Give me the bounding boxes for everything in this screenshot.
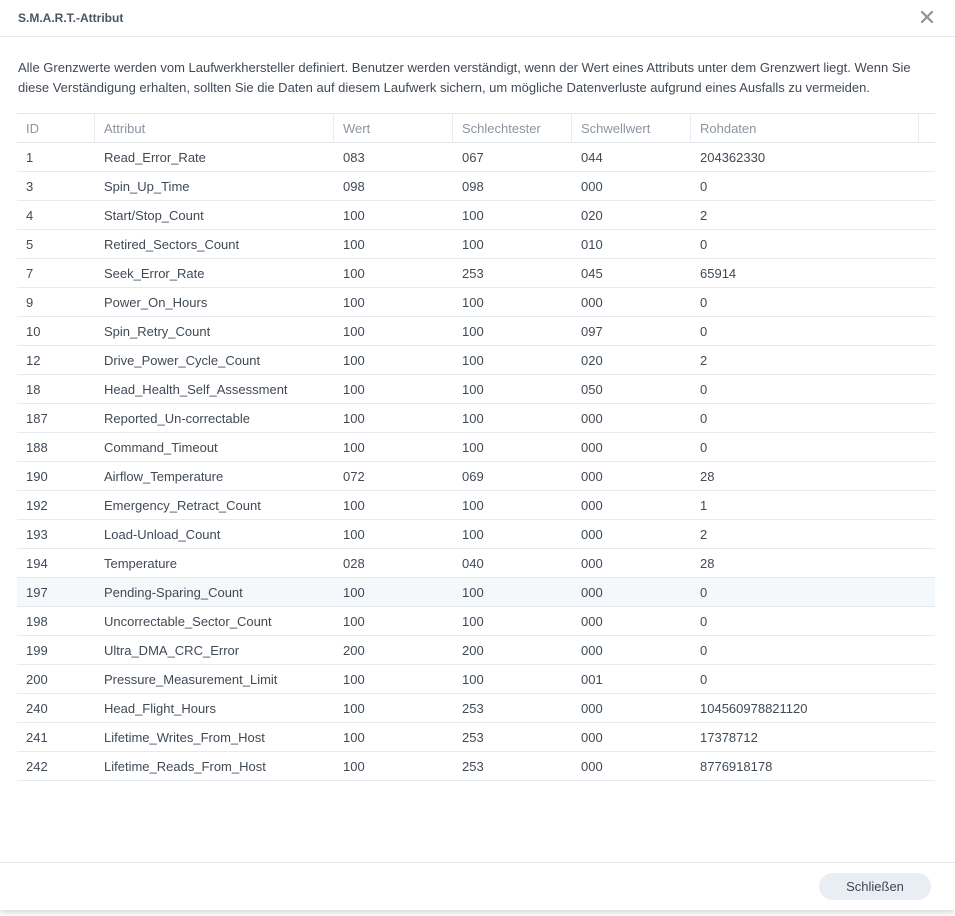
table-row[interactable] — [17, 665, 935, 694]
cell-raw-data: 0 — [700, 642, 708, 658]
table-row[interactable] — [17, 578, 935, 607]
table-row[interactable] — [17, 752, 935, 781]
cell-raw-data: 0 — [700, 236, 708, 252]
cell-raw-data: 17378712 — [700, 729, 758, 745]
column-header-threshold[interactable]: Schwellwert — [572, 114, 691, 142]
cell-value: 100 — [343, 526, 365, 542]
cell-worst: 100 — [462, 236, 484, 252]
cell-threshold: 000 — [581, 178, 603, 194]
cell-worst: 200 — [462, 642, 484, 658]
cell-attribute: Emergency_Retract_Count — [104, 497, 261, 513]
cell-worst: 100 — [462, 584, 484, 600]
cell-threshold: 000 — [581, 294, 603, 310]
cell-raw-data: 1 — [700, 497, 708, 513]
cell-attribute: Start/Stop_Count — [104, 207, 204, 223]
close-button[interactable]: Schließen — [819, 873, 931, 900]
table-row[interactable] — [17, 636, 935, 665]
cell-threshold: 000 — [581, 613, 603, 629]
cell-id: 4 — [26, 207, 34, 223]
dialog-titlebar — [0, 0, 955, 37]
cell-id: 240 — [26, 700, 48, 716]
cell-attribute: Command_Timeout — [104, 439, 218, 455]
cell-threshold: 000 — [581, 555, 603, 571]
table-row[interactable] — [17, 491, 935, 520]
column-header-spacer — [919, 114, 935, 142]
cell-value: 100 — [343, 497, 365, 513]
cell-worst: 100 — [462, 410, 484, 426]
table-row[interactable] — [17, 723, 935, 752]
cell-id: 9 — [26, 294, 34, 310]
cell-threshold: 000 — [581, 700, 603, 716]
cell-id: 241 — [26, 729, 48, 745]
cell-id: 3 — [26, 178, 34, 194]
cell-attribute: Uncorrectable_Sector_Count — [104, 613, 272, 629]
cell-attribute: Spin_Retry_Count — [104, 323, 211, 339]
cell-threshold: 010 — [581, 236, 603, 252]
cell-raw-data: 0 — [700, 381, 708, 397]
cell-value: 098 — [343, 178, 365, 194]
cell-id: 1 — [26, 149, 34, 165]
cell-id: 194 — [26, 555, 48, 571]
column-header-worst[interactable]: Schlechtester — [453, 114, 572, 142]
cell-attribute: Pending-Sparing_Count — [104, 584, 243, 600]
table-row[interactable] — [17, 694, 935, 723]
cell-id: 12 — [26, 352, 41, 368]
cell-worst: 100 — [462, 497, 484, 513]
cell-id: 192 — [26, 497, 48, 513]
cell-value: 072 — [343, 468, 365, 484]
cell-value: 100 — [343, 758, 365, 774]
cell-attribute: Airflow_Temperature — [104, 468, 224, 484]
cell-raw-data: 0 — [700, 671, 708, 687]
cell-id: 197 — [26, 584, 48, 600]
table-row[interactable] — [17, 520, 935, 549]
cell-id: 5 — [26, 236, 34, 252]
cell-id: 10 — [26, 323, 41, 339]
cell-value: 100 — [343, 729, 365, 745]
cell-id: 199 — [26, 642, 48, 658]
cell-threshold: 000 — [581, 642, 603, 658]
cell-value: 100 — [343, 700, 365, 716]
cell-attribute: Retired_Sectors_Count — [104, 236, 240, 252]
cell-value: 100 — [343, 613, 365, 629]
column-header-id[interactable]: ID — [17, 114, 95, 142]
cell-id: 188 — [26, 439, 48, 455]
table-row[interactable] — [17, 346, 935, 375]
cell-raw-data: 28 — [700, 468, 715, 484]
cell-attribute: Seek_Error_Rate — [104, 265, 205, 281]
table-row[interactable] — [17, 462, 935, 491]
cell-threshold: 050 — [581, 381, 603, 397]
cell-worst: 069 — [462, 468, 484, 484]
cell-value: 100 — [343, 671, 365, 687]
cell-threshold: 000 — [581, 758, 603, 774]
cell-worst: 100 — [462, 613, 484, 629]
table-row[interactable] — [17, 172, 935, 201]
cell-raw-data: 28 — [700, 555, 715, 571]
cell-id: 242 — [26, 758, 48, 774]
cell-worst: 253 — [462, 700, 484, 716]
cell-attribute: Head_Health_Self_Assessment — [104, 381, 288, 397]
cell-raw-data: 8776918178 — [700, 758, 773, 774]
cell-raw-data: 0 — [700, 613, 708, 629]
cell-threshold: 000 — [581, 497, 603, 513]
cell-worst: 100 — [462, 352, 484, 368]
cell-worst: 253 — [462, 729, 484, 745]
cell-value: 200 — [343, 642, 365, 658]
table-row[interactable] — [17, 259, 935, 288]
table-body — [17, 143, 935, 781]
cell-raw-data: 0 — [700, 439, 708, 455]
cell-value: 100 — [343, 381, 365, 397]
column-header-raw-data[interactable]: Rohdaten — [691, 114, 919, 142]
cell-threshold: 045 — [581, 265, 603, 281]
cell-threshold: 020 — [581, 352, 603, 368]
cell-worst: 098 — [462, 178, 484, 194]
table-row[interactable] — [17, 375, 935, 404]
cell-attribute: Power_On_Hours — [104, 294, 208, 310]
cell-raw-data: 65914 — [700, 265, 737, 281]
cell-id: 200 — [26, 671, 48, 687]
cell-worst: 100 — [462, 381, 484, 397]
table-row[interactable] — [17, 549, 935, 578]
cell-threshold: 097 — [581, 323, 603, 339]
cell-value: 100 — [343, 236, 365, 252]
cell-value: 100 — [343, 323, 365, 339]
cell-value: 100 — [343, 294, 365, 310]
table-row[interactable] — [17, 230, 935, 259]
cell-value: 100 — [343, 352, 365, 368]
cell-raw-data: 2 — [700, 207, 708, 223]
cell-id: 198 — [26, 613, 48, 629]
table-row[interactable] — [17, 288, 935, 317]
dialog-title: S.M.A.R.T.-Attribut — [18, 11, 124, 25]
close-icon[interactable] — [919, 9, 935, 25]
cell-threshold: 000 — [581, 410, 603, 426]
cell-attribute: Reported_Un-correctable — [104, 410, 250, 426]
cell-worst: 100 — [462, 671, 484, 687]
cell-raw-data: 104560978821120 — [700, 700, 808, 716]
cell-worst: 253 — [462, 758, 484, 774]
cell-raw-data: 2 — [700, 352, 708, 368]
smart-attribute-table — [17, 113, 935, 781]
cell-id: 190 — [26, 468, 48, 484]
cell-threshold: 000 — [581, 526, 603, 542]
cell-raw-data: 204362330 — [700, 149, 766, 165]
cell-id: 18 — [26, 381, 41, 397]
cell-raw-data: 0 — [700, 178, 708, 194]
cell-raw-data: 0 — [700, 294, 708, 310]
table-row[interactable] — [17, 317, 935, 346]
cell-value: 100 — [343, 207, 365, 223]
column-header-value[interactable]: Wert — [334, 114, 453, 142]
cell-threshold: 001 — [581, 671, 603, 687]
cell-value: 028 — [343, 555, 365, 571]
cell-value: 100 — [343, 410, 365, 426]
cell-attribute: Read_Error_Rate — [104, 149, 206, 165]
cell-worst: 100 — [462, 207, 484, 223]
cell-worst: 067 — [462, 149, 484, 165]
cell-threshold: 020 — [581, 207, 603, 223]
table-row[interactable] — [17, 143, 935, 172]
cell-threshold: 044 — [581, 149, 603, 165]
cell-value: 083 — [343, 149, 365, 165]
cell-raw-data: 0 — [700, 584, 708, 600]
table-row[interactable] — [17, 607, 935, 636]
cell-attribute: Spin_Up_Time — [104, 178, 190, 194]
cell-worst: 100 — [462, 294, 484, 310]
cell-attribute: Load-Unload_Count — [104, 526, 221, 542]
cell-raw-data: 0 — [700, 410, 708, 426]
table-row[interactable] — [17, 201, 935, 230]
cell-worst: 100 — [462, 526, 484, 542]
cell-worst: 100 — [462, 323, 484, 339]
cell-raw-data: 0 — [700, 323, 708, 339]
cell-worst: 040 — [462, 555, 484, 571]
cell-value: 100 — [343, 584, 365, 600]
cell-id: 187 — [26, 410, 48, 426]
table-row[interactable] — [17, 404, 935, 433]
cell-attribute: Ultra_DMA_CRC_Error — [104, 642, 240, 658]
cell-worst: 253 — [462, 265, 484, 281]
column-header-attribute[interactable]: Attribut — [95, 114, 334, 142]
cell-id: 193 — [26, 526, 48, 542]
dialog-footer — [0, 862, 955, 910]
cell-threshold: 000 — [581, 439, 603, 455]
dialog-description: Alle Grenzwerte werden vom Laufwerkhersteller definiert. Benutzer werden verständigt, wenn der Wert eines Attributs unter dem Grenzwert liegt. Wenn Sie diese Verständigung erhalten, sollten Sie die Daten auf diesem Laufwerk sichern, um mögliche Datenverluste aufgrund eines Ausfalls zu vermeiden. — [18, 60, 911, 95]
cell-attribute: Temperature — [104, 555, 177, 571]
cell-value: 100 — [343, 265, 365, 281]
cell-attribute: Lifetime_Reads_From_Host — [104, 758, 266, 774]
cell-worst: 100 — [462, 439, 484, 455]
cell-raw-data: 2 — [700, 526, 708, 542]
table-header-row — [17, 114, 935, 143]
cell-attribute: Pressure_Measurement_Limit — [104, 671, 278, 687]
table-row[interactable] — [17, 433, 935, 462]
cell-attribute: Lifetime_Writes_From_Host — [104, 729, 265, 745]
cell-value: 100 — [343, 439, 365, 455]
cell-threshold: 000 — [581, 468, 603, 484]
cell-id: 7 — [26, 265, 34, 281]
cell-attribute: Head_Flight_Hours — [104, 700, 217, 716]
cell-threshold: 000 — [581, 584, 603, 600]
cell-attribute: Drive_Power_Cycle_Count — [104, 352, 261, 368]
cell-threshold: 000 — [581, 729, 603, 745]
